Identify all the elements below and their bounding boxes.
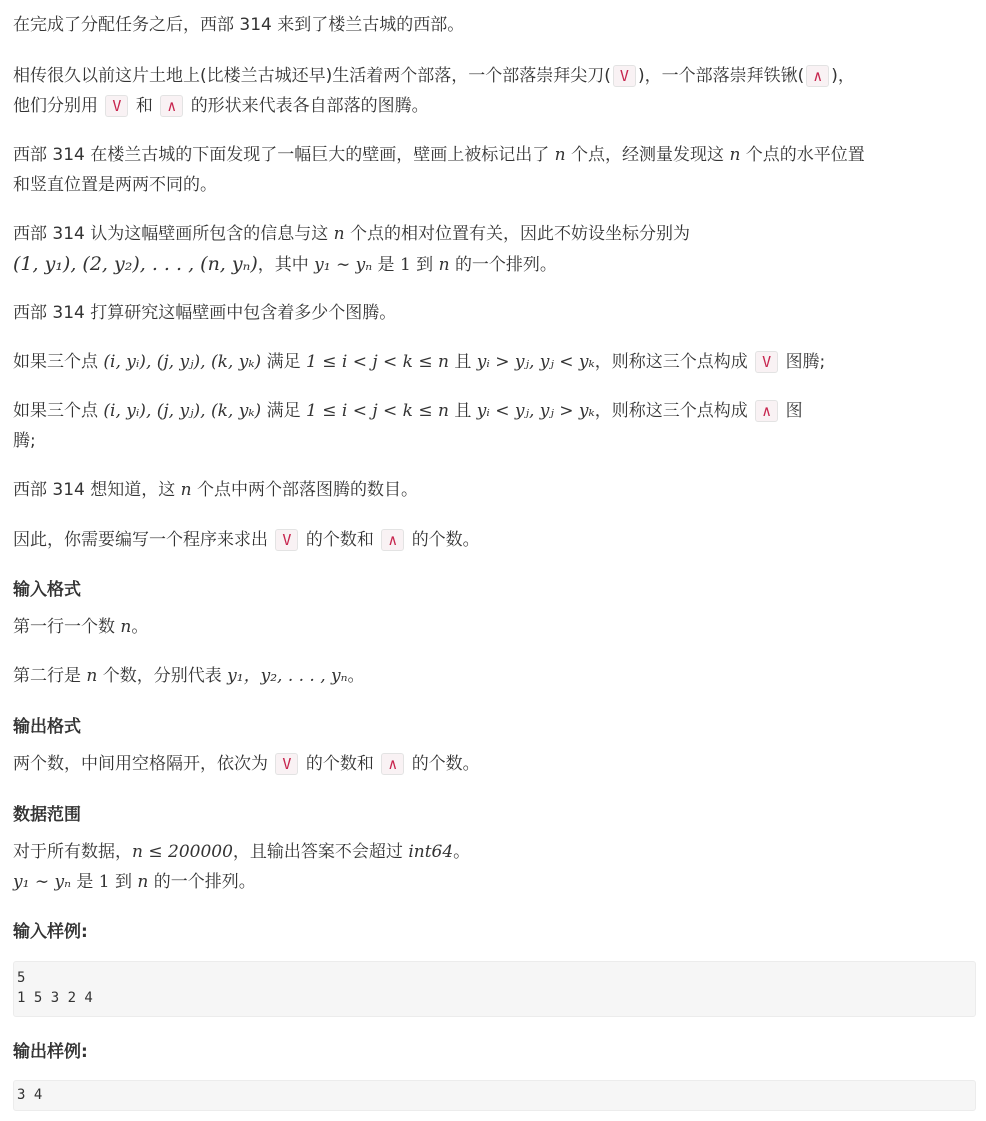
- wedge-code-token: ∧: [755, 400, 778, 422]
- math-one: 1: [98, 872, 110, 892]
- text: 个点，经测量发现这: [571, 145, 725, 165]
- wedge-code-token: ∧: [160, 95, 183, 117]
- math-n: n: [137, 872, 149, 892]
- text: 满足: [266, 401, 301, 421]
- math-n: n: [438, 255, 450, 275]
- text: )，一个部落崇拜铁锹(: [637, 66, 805, 86]
- paragraph-v-def: [13, 350, 825, 374]
- text: 如果三个点: [13, 352, 98, 372]
- paragraph-wedge-def-cont: [13, 429, 36, 453]
- math-points: (i, yᵢ), (j, yⱼ), (k, yₖ): [103, 401, 262, 421]
- text: )，: [831, 66, 855, 86]
- math-int64: int64: [408, 842, 454, 862]
- text: 两个数，中间用空格隔开，依次为: [13, 754, 268, 774]
- text: 第一行一个数: [13, 617, 115, 637]
- text: 。: [347, 666, 365, 686]
- paragraph-wedge-def: [13, 399, 803, 423]
- heading-data-range: [13, 803, 81, 827]
- math-n: n: [86, 666, 98, 686]
- heading-text: 输出样例:: [13, 1042, 88, 1062]
- text: ，则称这三个点构成: [594, 352, 748, 372]
- text: 腾;: [13, 431, 36, 451]
- text: 个点的水平位置: [745, 145, 865, 165]
- heading-text: 输入样例:: [13, 922, 88, 942]
- v-code-token: V: [755, 351, 778, 373]
- wedge-code-token: ∧: [381, 529, 404, 551]
- paragraph-coords: [13, 222, 690, 246]
- heading-sample-output: [13, 1040, 88, 1064]
- range-line-2: [13, 870, 256, 894]
- text: ，且输出答案不会超过: [232, 842, 403, 862]
- math-n: n: [180, 480, 192, 500]
- v-code-token: V: [105, 95, 128, 117]
- text: 他们分别用: [13, 96, 98, 116]
- text: 到: [115, 872, 133, 892]
- math-n: n: [729, 145, 741, 165]
- heading-sample-input: [13, 920, 88, 944]
- text: 是: [76, 872, 94, 892]
- text: 如果三个点: [13, 401, 98, 421]
- text: 的个数。: [411, 530, 480, 550]
- text: 的个数。: [411, 754, 480, 774]
- v-code-token: V: [275, 529, 298, 551]
- math-n: n: [554, 145, 566, 165]
- text: 个点中两个部落图腾的数目。: [197, 480, 419, 500]
- paragraph-tribes-cont: [13, 94, 429, 118]
- math-n: n: [333, 224, 345, 244]
- math-y-range: y₁ ∼ yₙ: [13, 872, 71, 892]
- sample-output-block: 3 4: [13, 1080, 976, 1111]
- text: 的形状来代表各自部落的图腾。: [190, 96, 429, 116]
- wedge-code-token: ∧: [381, 753, 404, 775]
- text: 的个数和: [305, 754, 374, 774]
- v-code-token: V: [613, 65, 636, 87]
- text: 个数，分别代表: [102, 666, 222, 686]
- text: 的个数和: [305, 530, 374, 550]
- math-coords: (1, y₁), (2, y₂), . . . , (n, yₙ): [13, 253, 258, 275]
- text: 图: [785, 401, 803, 421]
- paragraph-goal: [13, 478, 418, 502]
- text: 西部 314 在楼兰古城的下面发现了一幅巨大的壁画，壁画上被标记出了: [13, 145, 550, 165]
- text: ，其中: [257, 255, 309, 275]
- text: 对于所有数据，: [13, 842, 132, 862]
- math-y-list: y₁，y₂, . . . , yₙ: [227, 666, 348, 686]
- paragraph-coords-cont: [13, 252, 557, 277]
- heading-output-format: [13, 715, 81, 739]
- text: 的一个排列。: [454, 255, 557, 275]
- v-code-token: V: [275, 753, 298, 775]
- text: 到: [416, 255, 434, 275]
- text: 个点的相对位置有关，因此不妨设坐标分别为: [350, 224, 691, 244]
- paragraph-mural-cont: [13, 173, 217, 197]
- text: 满足: [266, 352, 301, 372]
- heading-text: 输出格式: [13, 717, 81, 737]
- wedge-code-token: ∧: [806, 65, 829, 87]
- math-condition-wedge: yᵢ < yⱼ, yⱼ > yₖ: [476, 401, 595, 421]
- heading-text: 输入格式: [13, 580, 81, 600]
- text: 的一个排列。: [153, 872, 256, 892]
- text: 。: [131, 617, 149, 637]
- math-y-range: y₁ ∼ yₙ: [314, 255, 373, 275]
- text: 。: [453, 842, 471, 862]
- paragraph-question: [13, 301, 396, 325]
- text: ，则称这三个点构成: [594, 401, 748, 421]
- text: 第二行是: [13, 666, 81, 686]
- math-n: n: [120, 617, 132, 637]
- math-one: 1: [399, 255, 411, 275]
- text: 且: [454, 352, 472, 372]
- math-n-bound: n ≤ 200000: [132, 842, 233, 862]
- intro-text: 在完成了分配任务之后，西部 314 来到了楼兰古城的西部。: [13, 15, 465, 35]
- paragraph-intro: [13, 13, 464, 37]
- paragraph-task: [13, 528, 480, 552]
- text: 相传很久以前这片土地上(比楼兰古城还早)生活着两个部落，一个部落崇拜尖刀(: [13, 66, 611, 86]
- input-line-2: [13, 664, 365, 688]
- heading-input-format: [13, 578, 81, 602]
- text: 因此，你需要编写一个程序来求出: [13, 530, 268, 550]
- math-inequality: 1 ≤ i < j < k ≤ n: [305, 401, 449, 421]
- text: 西部 314 想知道，这: [13, 480, 176, 500]
- output-line: [13, 752, 480, 776]
- paragraph-mural: [13, 143, 865, 167]
- math-points: (i, yᵢ), (j, yⱼ), (k, yₖ): [103, 352, 262, 372]
- text: 图腾;: [785, 352, 826, 372]
- math-inequality: 1 ≤ i < j < k ≤ n: [305, 352, 449, 372]
- math-condition-v: yᵢ > yⱼ, yⱼ < yₖ: [476, 352, 595, 372]
- text: 西部 314 打算研究这幅壁画中包含着多少个图腾。: [13, 303, 397, 323]
- sample-input-block: 5 1 5 3 2 4: [13, 961, 976, 1017]
- paragraph-tribes: [13, 64, 855, 88]
- text: 和竖直位置是两两不同的。: [13, 175, 217, 195]
- text: 是: [377, 255, 395, 275]
- text: 西部 314 认为这幅壁画所包含的信息与这: [13, 224, 329, 244]
- input-line-1: [13, 615, 148, 639]
- range-line-1: [13, 840, 470, 864]
- text: 和: [135, 96, 153, 116]
- heading-text: 数据范围: [13, 805, 81, 825]
- text: 且: [454, 401, 472, 421]
